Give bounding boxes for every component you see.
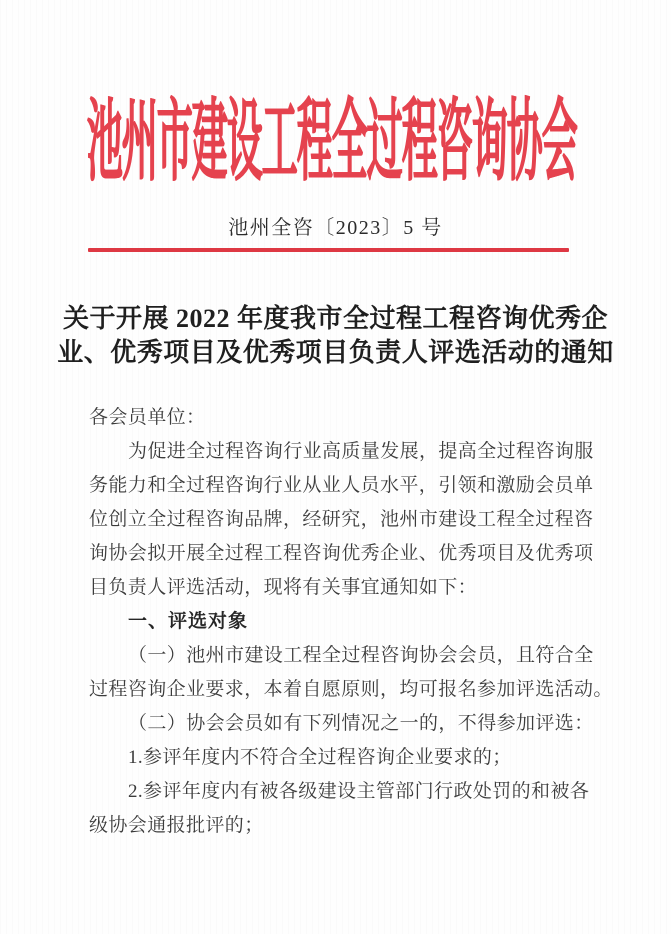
salutation-line: 各会员单位： bbox=[89, 407, 206, 428]
body-line: 询协会拟开展全过程工程咨询优秀企业、优秀项目及优秀项 bbox=[89, 543, 594, 564]
body-line: （一）池州市建设工程全过程咨询协会会员，且符合全 bbox=[128, 645, 594, 666]
doc-number: 池州全咨〔2023〕5 号 bbox=[228, 217, 443, 239]
section-heading-line: 一、评选对象 bbox=[128, 611, 249, 632]
body-line: 为促进全过程咨询行业高质量发展，提高全过程咨询服 bbox=[128, 441, 594, 462]
body-line: 过程咨询企业要求，本着自愿原则，均可报名参加评选活动。 bbox=[89, 679, 613, 700]
letterhead-org-name: 池州市建设工程全过程咨询协会 bbox=[86, 88, 577, 192]
body-line: 务能力和全过程咨询行业从业人员水平，引领和激励会员单 bbox=[89, 475, 594, 496]
body-list-item-line: 2.参评年度内有被各级建设主管部门行政处罚的和被各 bbox=[128, 781, 590, 802]
document-body bbox=[89, 401, 613, 843]
body-line: 位创立全过程咨询品牌，经研究，池州市建设工程全过程咨 bbox=[89, 509, 594, 530]
body-line: （二）协会会员如有下列情况之一的，不得参加评选： bbox=[128, 713, 594, 734]
body-line: 目负责人评选活动，现将有关事宜通知如下： bbox=[89, 577, 478, 598]
red-divider-rule bbox=[88, 248, 569, 252]
notice-title-line-1: 关于开展 2022 年度我市全过程工程咨询优秀企 bbox=[62, 304, 608, 333]
letterhead bbox=[0, 88, 671, 192]
body-line: 级协会通报批评的； bbox=[89, 815, 264, 836]
notice-title-line-2: 业、优秀项目及优秀项目负责人评选活动的通知 bbox=[57, 338, 614, 367]
notice-title bbox=[0, 302, 671, 370]
body-list-item-line: 1.参评年度内不符合全过程咨询企业要求的； bbox=[128, 747, 512, 768]
